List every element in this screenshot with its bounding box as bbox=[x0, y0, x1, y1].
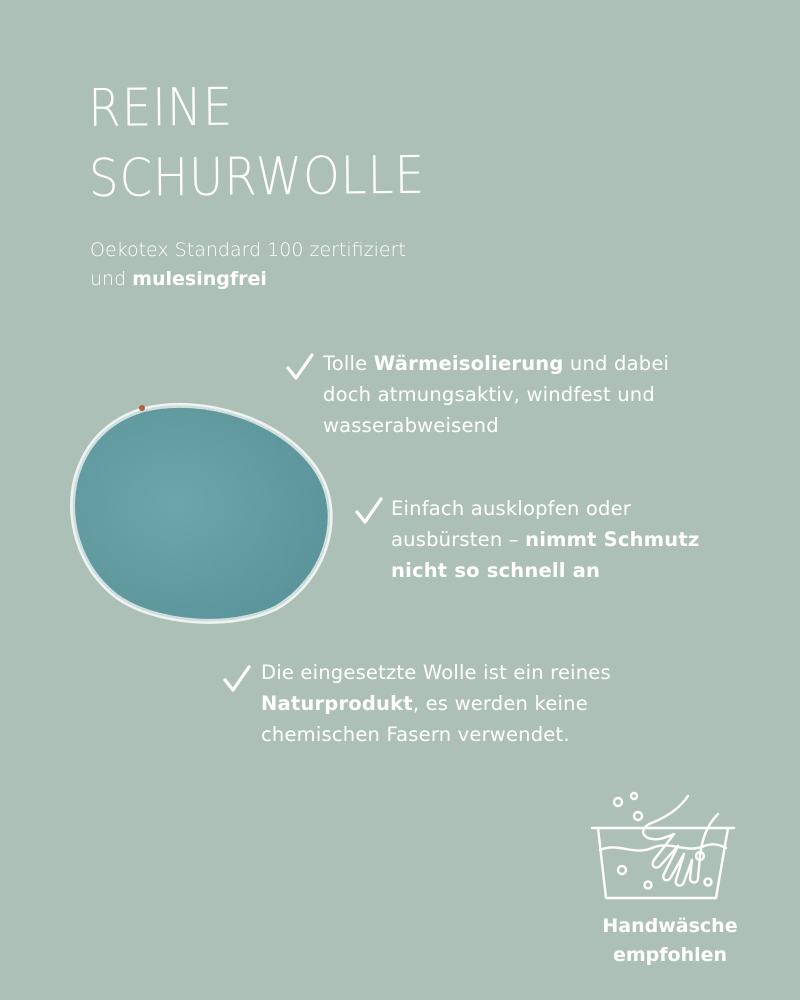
handwash-icon bbox=[588, 790, 738, 902]
care-label-line-2: empfohlen bbox=[612, 944, 728, 966]
care-label-line-1: Handwäsche bbox=[602, 915, 738, 937]
subtitle-line-1: Oekotex Standard 100 zertifiziert bbox=[90, 239, 406, 261]
subtitle-line-2 bbox=[90, 265, 406, 294]
title-line-2: SCHURWOLLE bbox=[88, 145, 426, 209]
feature-text: chemischen Fasern verwendet. bbox=[261, 723, 570, 746]
subtitle-prefix: und bbox=[90, 268, 133, 290]
feature-text: ausbürsten – bbox=[391, 528, 526, 551]
subtitle bbox=[90, 236, 406, 294]
feature-text: , es werden keine bbox=[412, 692, 588, 715]
feature-item bbox=[261, 657, 611, 750]
check-icon bbox=[353, 496, 385, 526]
feature-text: wasserabweisend bbox=[323, 414, 499, 437]
feature-text: und dabei bbox=[563, 352, 670, 375]
feature-item bbox=[391, 493, 699, 586]
feature-bold: nimmt Schmutz bbox=[525, 528, 700, 551]
feature-text: Einfach ausklopfen oder bbox=[391, 497, 632, 520]
page-title bbox=[88, 71, 425, 214]
feature-bold: Naturprodukt bbox=[261, 692, 413, 715]
feature-text: Die eingesetzte Wolle ist ein reines bbox=[261, 661, 611, 684]
check-icon bbox=[221, 664, 253, 694]
care-label bbox=[580, 912, 760, 970]
feature-bold: nicht so schnell an bbox=[391, 559, 601, 582]
check-icon bbox=[284, 352, 316, 382]
feature-text: Tolle bbox=[323, 352, 374, 375]
feature-bold: Wärmeisolierung bbox=[373, 352, 564, 375]
feature-text: doch atmungsaktiv, windfest und bbox=[323, 383, 655, 406]
title-line-1: REINE bbox=[88, 77, 234, 139]
feature-item bbox=[323, 348, 669, 441]
wool-felt-image bbox=[62, 398, 334, 626]
subtitle-bold: mulesingfrei bbox=[132, 268, 267, 290]
